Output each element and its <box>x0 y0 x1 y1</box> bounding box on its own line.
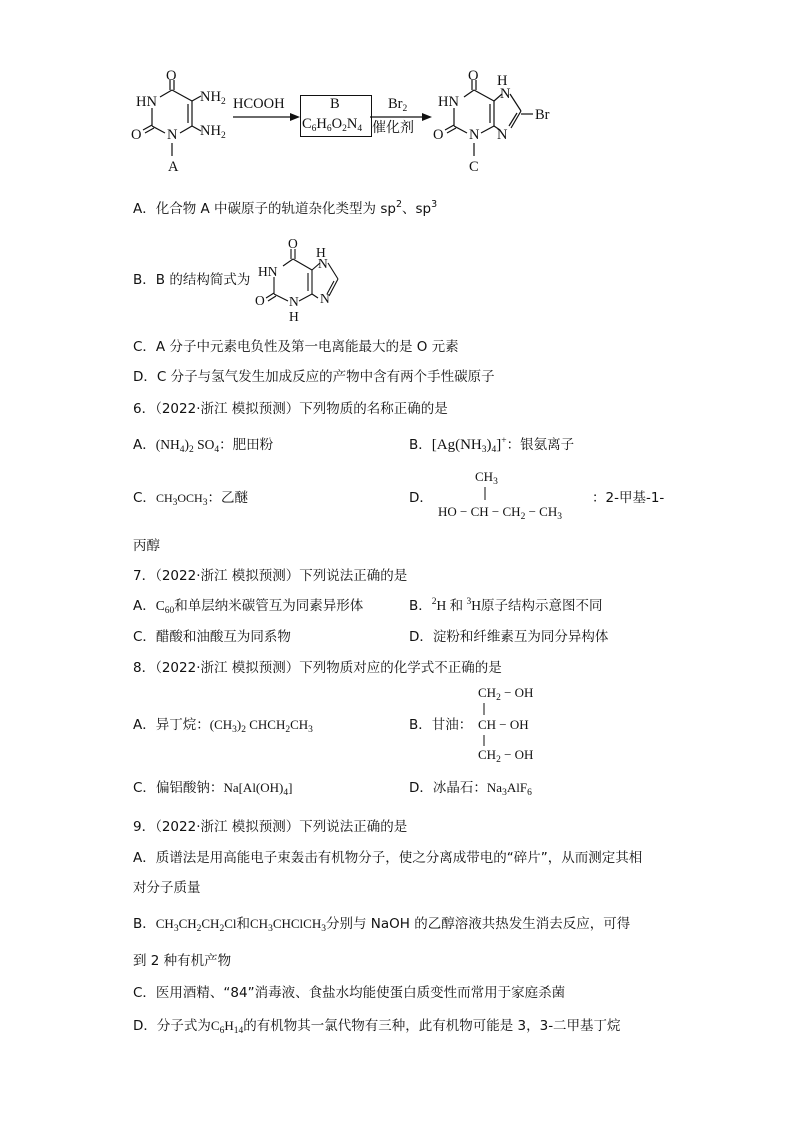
intermediate-b-label: B <box>330 96 340 112</box>
q5-option-a: A．化合物 A 中碳原子的轨道杂化类型为 $sp^2$、$sp^3$ <box>133 199 438 217</box>
q9-option-a-line2: 对分子质量 <box>133 880 201 896</box>
glycerol-row-1: $CH_2$ − OH <box>478 685 534 703</box>
q9-option-a-line1: A．质谱法是用高能电子束轰击有机物分子，使之分离成带电的“碎片”，从而测定其相 <box>133 850 643 866</box>
atom-hn: HN <box>438 94 459 110</box>
atom-n: N <box>289 294 299 309</box>
atom-o: O <box>255 293 265 308</box>
atom-n: N <box>497 127 508 143</box>
atom-o: O <box>433 127 444 143</box>
q5-option-b: B．B 的结构简式为 <box>133 272 251 288</box>
atom-h: H <box>497 73 508 89</box>
atom-n: N <box>500 86 511 102</box>
q8-stem: 8．（2022·浙江 模拟预测）下列物质对应的化学式不正确的是 <box>133 660 502 676</box>
structure-ch3-branch: $CH_3$ <box>475 469 498 487</box>
q5-option-d: D．C 分子与氢气发生加成反应的产物中含有两个手性碳原子 <box>133 369 495 385</box>
atom-n: N <box>469 127 480 143</box>
q6-option-b: B．$[Ag(NH_3)_4]^+$：银氨离子 <box>409 436 575 455</box>
reagent-hcooh: HCOOH <box>233 96 285 112</box>
catalyst-label: 催化剂 <box>372 121 414 136</box>
q5-option-c: C．A 分子中元素电负性及第一电离能最大的是 O 元素 <box>133 339 459 355</box>
q9-option-b-line1: B．$CH_3CH_2CH_2Cl$和$CH_3CHClCH_3$分别与 NaOH 的乙醇溶液共热发生消去反应，可得 <box>133 916 631 934</box>
q6-option-d-cont: 丙醇 <box>133 538 160 554</box>
q8-option-b: B．甘油： <box>409 717 473 733</box>
q7-stem: 7．（2022·浙江 模拟预测）下列说法正确的是 <box>133 568 408 584</box>
q7-option-a: A．$C_{60}$和单层纳米碳管互为同素异形体 <box>133 598 364 616</box>
q9-stem: 9．（2022·浙江 模拟预测）下列说法正确的是 <box>133 819 408 835</box>
atom-h: H <box>316 245 326 260</box>
atom-n: N <box>320 291 330 306</box>
q6-option-a: A．$(NH_4)_2$ $SO_4$：肥田粉 <box>133 437 274 455</box>
q9-option-c: C．医用酒精、“84”消毒液、食盐水均能使蛋白质变性而常用于家庭杀菌 <box>133 985 566 1001</box>
q9-option-d: D．分子式为$C_6H_{14}$的有机物其一氯代物有三种，此有机物可能是 3，3-二甲基丁烷 <box>133 1018 621 1036</box>
glycerol-row-3: $CH_2$ − OH <box>478 747 534 765</box>
atom-hn: HN <box>136 94 157 110</box>
q7-option-b: B．$^2$H 和 $^3$H原子结构示意图不同 <box>409 597 603 614</box>
atom-n: N <box>167 127 178 143</box>
atom-o: O <box>288 236 298 251</box>
glycerol-row-2: CH − OH <box>478 717 529 732</box>
atom-o: O <box>468 68 479 84</box>
molecule-c-label: C <box>469 159 479 175</box>
atom-o: O <box>131 127 142 143</box>
atom-hn: HN <box>258 264 278 279</box>
q8-option-d: D．冰晶石：$Na_3AlF_6$ <box>409 780 532 798</box>
q9-option-b-line2: 到 2 种有机产物 <box>133 953 232 969</box>
reagent-br2: $Br_2$ <box>388 96 408 114</box>
structure-main-chain: HO − CH − $CH_2 - CH_3$ <box>438 504 562 522</box>
atom-nh2: $NH_2$ <box>200 123 226 141</box>
q6-option-d-prefix: D． <box>409 490 433 506</box>
q8-option-a: A．异丁烷：$(CH_3)_2$ $CHCH_2CH_3$ <box>133 717 313 735</box>
intermediate-b-formula: $C_6H_6O_2N_4$ <box>302 116 363 134</box>
q8-option-c: C．偏铝酸钠：$Na[Al(OH)_4]$ <box>133 780 293 798</box>
q7-option-d: D．淀粉和纤维素互为同分异构体 <box>409 629 609 645</box>
q6-option-d-name: ：2-甲基-1- <box>592 490 665 506</box>
atom-nh2: $NH_2$ <box>200 89 226 107</box>
q7-option-c: C．醋酸和油酸互为同系物 <box>133 629 291 645</box>
q6-option-c: C．$CH_3OCH_3$：乙醚 <box>133 490 248 508</box>
atom-h: H <box>289 309 299 324</box>
atom-n: N <box>318 256 328 271</box>
atom-br: Br <box>535 107 550 123</box>
q6-stem: 6．（2022·浙江 模拟预测）下列物质的名称正确的是 <box>133 401 448 417</box>
molecule-a-label: A <box>168 159 179 175</box>
atom-o: O <box>166 68 177 84</box>
